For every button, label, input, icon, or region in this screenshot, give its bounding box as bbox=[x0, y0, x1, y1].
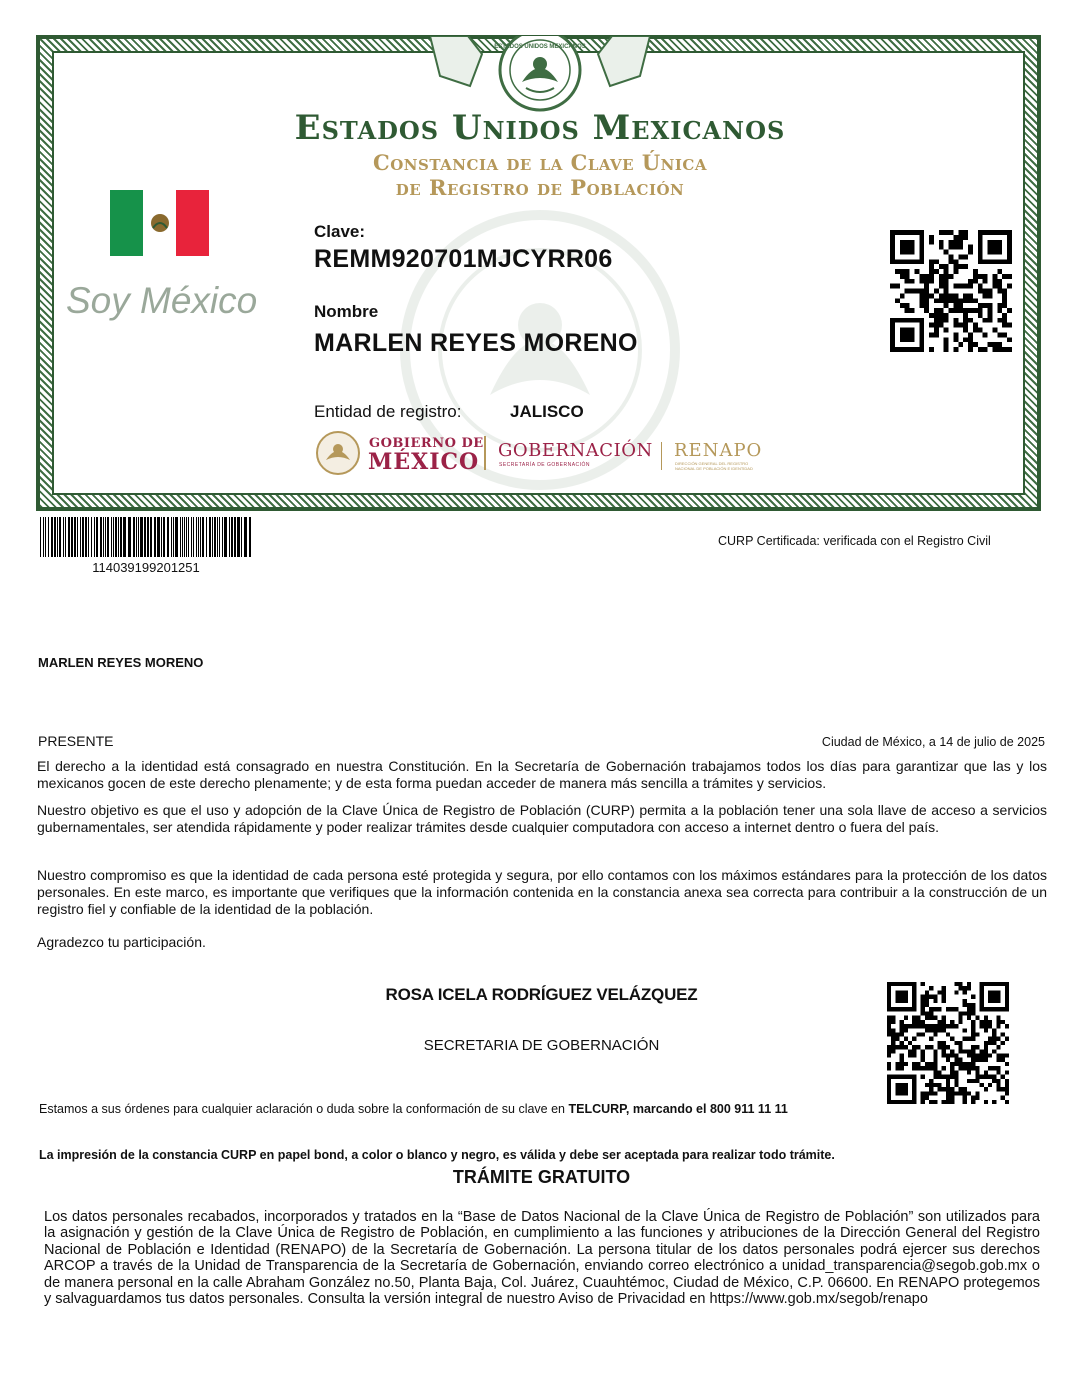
gobernacion-logo-sub: SECRETARÍA DE GOBERNACIÓN bbox=[499, 462, 591, 468]
contact-text: Estamos a sus órdenes para cualquier aclaración o duda sobre la conformación de su clave en bbox=[39, 1102, 569, 1116]
renapo-logo-sub2: NACIONAL DE POBLACIÓN E IDENTIDAD bbox=[675, 466, 753, 471]
telcurp-phone: TELCURP, marcando el 800 911 11 11 bbox=[568, 1102, 788, 1116]
barcode bbox=[40, 517, 252, 557]
letter-paragraph-3: Nuestro compromiso es que la identidad de cada persona esté protegida y segura, por ello contamos con los máximos estándares para la protección de los datos personales. En este marco, es importante que verifiques que la información contenida en la constancia anexa sea correcta para contribuir a la construcción de un registro fiel y confiable de la identidad de la población. bbox=[37, 867, 1047, 917]
validity-note: La impresión de la constancia CURP en papel bond, a color o blanco y negro, es válida y debe ser aceptada para realizar todo trámite. bbox=[39, 1148, 835, 1162]
mexico-flag-icon bbox=[110, 190, 209, 256]
letter-paragraph-1: El derecho a la identidad está consagrado en nuestra Constitución. En la Secretaría de Gobernación trabajamos todos los días para garantizar que las y los mexicanos gocen de este derecho plenamente; y de esta forma puedan acceder de manera más sencilla a trámites y servicios. bbox=[37, 758, 1047, 791]
letter-thanks: Agradezco tu participación. bbox=[37, 934, 206, 950]
letter-presente: PRESENTE bbox=[38, 733, 114, 749]
seal-text: ESTADOS UNIDOS MEXICANOS bbox=[494, 44, 586, 50]
privacy-notice: Los datos personales recabados, incorporados y tratados en la “Base de Datos Nacional de la Clave Única de Registro de Población” son utilizados para la asignación y gestión de la Clave Única de Registro de Población, en cumplimiento a las funciones y atribuciones de la Dirección General del Registro Nacional de Población e Identidad (RENAPO) de la Secretaría de Gobernación. La persona titular de los datos personales podrá ejercer sus derechos ARCOP a través de la Unidad de Transparencia de la Secretaría de Gobernación, enviando correo electrónico a unidad_transparencia@segob.gob.mx o de manera personal en la calle Abraham González no.50, Planta Baja, Col. Juárez, Cuauhtémoc, Ciudad de México, C.P. 06600. En RENAPO protegemos y salvaguardamos tus datos personales. Consulta la versión integral de nuestro Aviso de Privacidad en https://www.gob.mx/segob/renapo bbox=[44, 1209, 1040, 1308]
clave-label: Clave: bbox=[314, 222, 366, 241]
signature-qr-code bbox=[887, 982, 1009, 1104]
nombre-label: Nombre bbox=[314, 302, 379, 321]
logo-divider bbox=[484, 436, 486, 470]
certificate-title: Estados Unidos Mexicanos bbox=[294, 108, 786, 148]
barcode-number: 114039199201251 bbox=[92, 560, 200, 575]
soy-mexico-slogan: Soy México bbox=[66, 280, 258, 321]
contact-line bbox=[39, 1102, 788, 1116]
gobierno-seal-icon bbox=[314, 430, 362, 476]
logo-divider-2 bbox=[661, 442, 662, 470]
free-procedure-label: TRÁMITE GRATUITO bbox=[452, 1167, 631, 1187]
gobernacion-logo: GOBERNACIÓN bbox=[498, 440, 653, 461]
signer-title: SECRETARIA DE GOBERNACIÓN bbox=[423, 1037, 660, 1054]
entidad-value: JALISCO bbox=[510, 402, 584, 421]
letter-place-date: Ciudad de México, a 14 de julio de 2025 bbox=[821, 735, 1045, 749]
certificate-subtitle-1: Constancia de la Clave Única bbox=[373, 150, 707, 175]
entidad-label: Entidad de registro: bbox=[314, 402, 462, 421]
renapo-logo: RENAPO bbox=[674, 440, 763, 461]
nombre-value: MARLEN REYES MORENO bbox=[314, 329, 638, 357]
signer-name: ROSA ICELA RODRÍGUEZ VELÁZQUEZ bbox=[385, 985, 698, 1004]
renapo-logo-sub1: DIRECCIÓN GENERAL DEL REGISTRO bbox=[675, 461, 749, 466]
curp-certified-note: CURP Certificada: verificada con el Registro Civil bbox=[718, 534, 991, 548]
curp-qr-code bbox=[890, 230, 1012, 352]
curp-value: REMM920701MJCYRR06 bbox=[314, 245, 613, 273]
gobierno-logo-line2: MÉXICO bbox=[368, 449, 480, 475]
letter-paragraph-2: Nuestro objetivo es que el uso y adopción de la Clave Única de Registro de Población (CURP) permita a la población tener una sola llave de acceso a servicios gubernamentales, ser atendida rápidamente y poder realizar trámites desde cualquier computadora con acceso a internet dentro o fuera del país. bbox=[37, 802, 1047, 835]
letter-recipient: MARLEN REYES MORENO bbox=[38, 655, 204, 670]
gobierno-logo-line1: GOBIERNO DE bbox=[369, 436, 484, 451]
certificate-subtitle-2: de Registro de Población bbox=[395, 175, 685, 200]
